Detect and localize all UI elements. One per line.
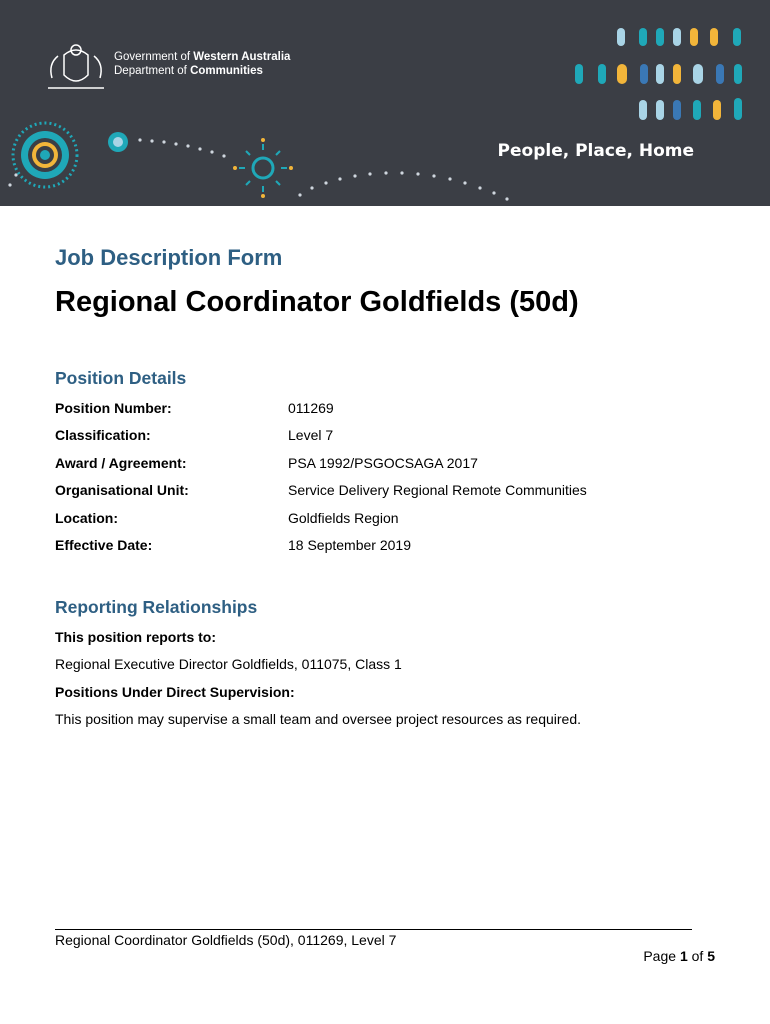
concentric-dot-art [13, 123, 128, 187]
government-logo-text [114, 50, 290, 78]
detail-value: Level 7 [288, 427, 334, 443]
department-line: Department of Communities [114, 65, 263, 77]
supervision-value: This position may supervise a small team and oversee project resources as required. [55, 711, 582, 727]
page-number: Page 1 of 5 [643, 948, 715, 964]
detail-label: Organisational Unit: [55, 482, 189, 498]
wa-crest-icon [48, 45, 104, 88]
detail-label: Award / Agreement: [55, 455, 187, 471]
detail-label: Effective Date: [55, 537, 153, 553]
detail-value: 011269 [288, 400, 334, 416]
page-title: Regional Coordinator Goldfields (50d) [55, 286, 579, 318]
tagline: People, Place, Home [497, 141, 694, 161]
reports-to-value: Regional Executive Director Goldfields, 011075, Class 1 [55, 656, 402, 672]
pill-pattern-art [575, 28, 742, 120]
position-details-heading: Position Details [55, 368, 187, 388]
form-label: Job Description Form [55, 245, 283, 270]
banner-artwork [0, 0, 770, 206]
sun-dot-art [233, 138, 293, 198]
supervision-label: Positions Under Direct Supervision: [55, 684, 295, 700]
reporting-relationships-heading: Reporting Relationships [55, 597, 258, 617]
detail-label: Position Number: [55, 400, 172, 416]
footer-divider [55, 929, 692, 930]
reports-to-label: This position reports to: [55, 629, 216, 645]
detail-value: Service Delivery Regional Remote Communities [288, 482, 587, 498]
detail-value: PSA 1992/PSGOCSAGA 2017 [288, 455, 478, 471]
detail-value: Goldfields Region [288, 510, 399, 526]
government-line: Government of Western Australia [114, 51, 291, 63]
detail-value: 18 September 2019 [288, 537, 411, 553]
footer-text: Regional Coordinator Goldfields (50d), 011269, Level 7 [55, 932, 397, 948]
detail-label: Classification: [55, 427, 151, 443]
dotted-path-art [8, 138, 508, 200]
detail-label: Location: [55, 510, 118, 526]
header-banner [0, 0, 770, 206]
